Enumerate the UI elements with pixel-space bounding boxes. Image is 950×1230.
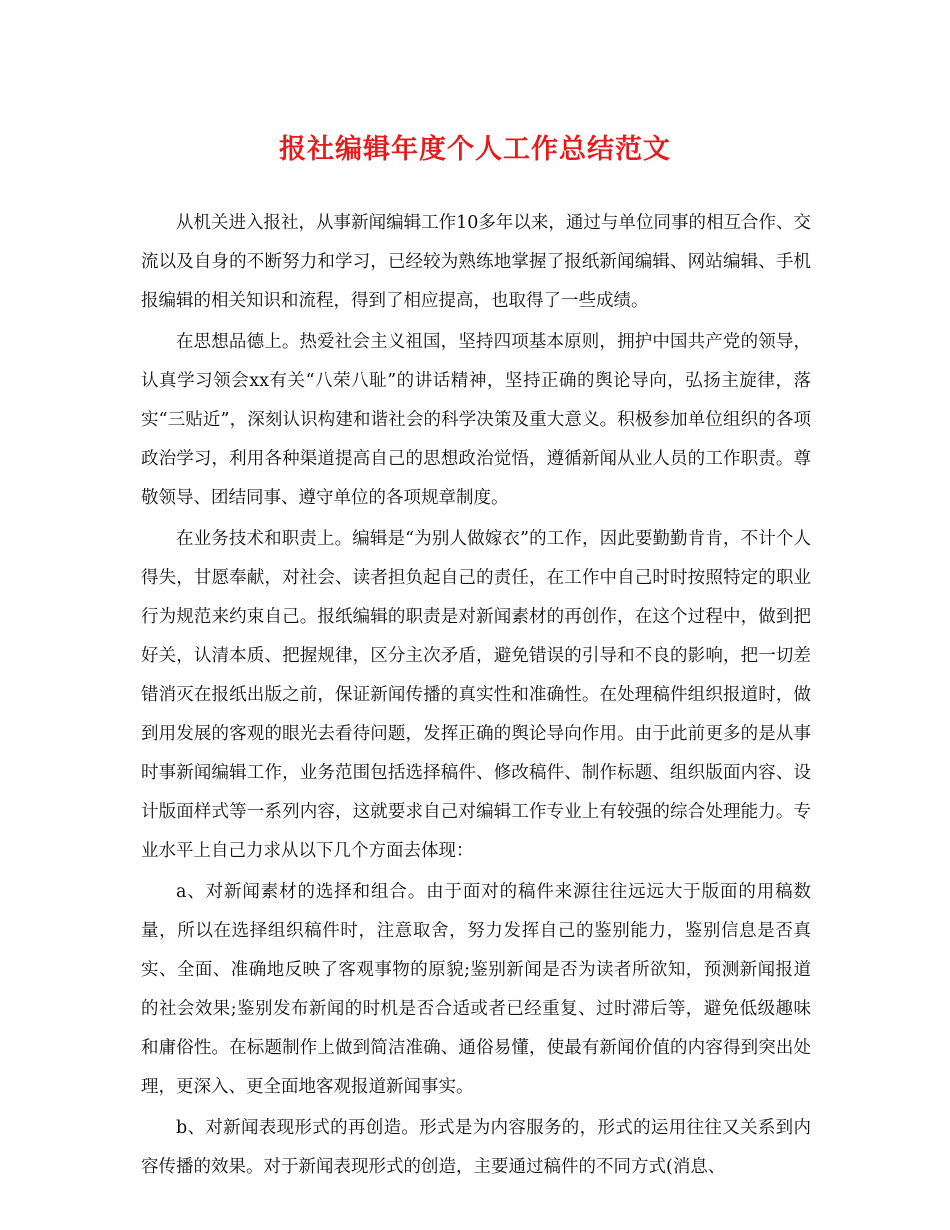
document-title: 报社编辑年度个人工作总结范文 <box>279 134 671 165</box>
document-body <box>141 204 811 1189</box>
paragraph-intro: 从机关进入报社，从事新闻编辑工作10多年以来，通过与单位同事的相互合作、交流以及自身的不断努力和学习，已经较为熟练地掌握了报纸新闻编辑、网站编辑、手机报编辑的相关知识和流程，得到了相应提高，也取得了一些成绩。 <box>141 213 811 311</box>
paragraph-point-b: b、对新闻表现形式的再创造。形式是为内容服务的，形式的运用往往又关系到内容传播的效果。对于新闻表现形式的创造，主要通过稿件的不同方式(消息、 <box>141 1118 811 1177</box>
paragraph-point-a: a、对新闻素材的选择和组合。由于面对的稿件来源往往远远大于版面的用稿数量，所以在选择组织稿件时，注意取舍，努力发挥自己的鉴别能力，鉴别信息是否真实、全面、准确地反映了客观事物的原貌;鉴别新闻是否为读者所欲知，预测新闻报道的社会效果;鉴别发布新闻的时机是否合适或者已经重复、过时滞后等，避免低级趣味和庸俗性。在标题制作上做到简洁准确、通俗易懂，使最有新闻价值的内容得到突出处理，更深入、更全面地客观报道新闻事实。 <box>141 882 811 1097</box>
paragraph-duties: 在业务技术和职责上。编辑是“为别人做嫁衣”的工作，因此要勤勤肯肯，不计个人得失，甘愿奉献，对社会、读者担负起自己的责任，在工作中自己时时按照特定的职业行为规范来约束自己。报纸编辑的职责是对新闻素材的再创作，在这个过程中，做到把好关，认清本质、把握规律，区分主次矛盾，避免错误的引导和不良的影响，把一切差错消灭在报纸出版之前，保证新闻传播的真实性和准确性。在处理稿件组织报道时，做到用发展的客观的眼光去看待问题，发挥正确的舆论导向作用。由于此前更多的是从事时事新闻编辑工作，业务范围包括选择稿件、修改稿件、制作标题、组织版面内容、设计版面样式等一系列内容，这就要求自己对编辑工作专业上有较强的综合处理能力。专业水平上自己力求从以下几个方面去体现： <box>141 529 811 861</box>
paragraph-ideology: 在思想品德上。热爱社会主义祖国，坚持四项基本原则，拥护中国共产党的领导，认真学习领会xx有关“八荣八耻”的讲话精神，坚持正确的舆论导向，弘扬主旋律，落实“三贴近”，深刻认识构建和谐社会的科学决策及重大意义。积极参加单位组织的各项政治学习，利用各种渠道提高自己的思想政治觉悟，遵循新闻从业人员的工作职责。尊敬领导、团结同事、遵守单位的各项规章制度。 <box>141 332 811 508</box>
